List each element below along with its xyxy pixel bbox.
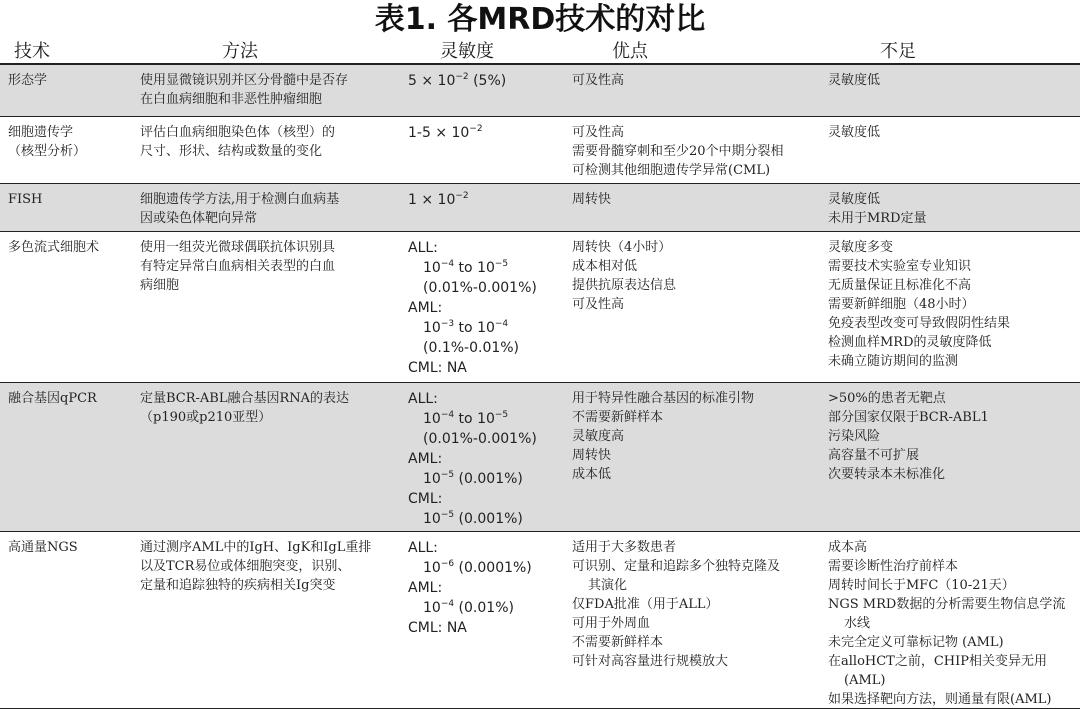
limitations-cell-line: 需要新鲜细胞（48小时） [828, 297, 975, 312]
limitations-cell [828, 123, 880, 142]
sensitivity-value: AML: [408, 580, 443, 596]
table-row [0, 232, 1080, 383]
sensitivity-value: (0.01%-0.001%) [423, 280, 537, 296]
advantages-cell-line: 仅FDA批准（用于ALL） [572, 597, 719, 612]
technique-cell-line: 融合基因qPCR [8, 391, 97, 406]
advantages-cell-line: 提供抗原表达信息 [572, 278, 677, 293]
table-row [0, 532, 1080, 709]
sensitivity-value: 10 [423, 320, 441, 336]
table-header [0, 40, 1080, 64]
method-cell [140, 71, 348, 109]
exponent: −4 [440, 599, 455, 609]
sensitivity-value: 10 [423, 411, 441, 427]
sensitivity-value: 10 [423, 600, 441, 616]
limitations-cell-line: 在alloHCT之前，CHIP相关变异无用 [828, 654, 1048, 669]
header-technique: 技术 [14, 41, 50, 62]
sensitivity-value: CML: NA [408, 360, 467, 376]
limitations-cell-line: NGS MRD数据的分析需要生物信息学流 [828, 597, 1066, 612]
exponent: −4 [440, 410, 455, 420]
advantages-cell-line: 成本相对低 [572, 259, 638, 274]
sensitivity-cell [408, 389, 537, 529]
limitations-cell-line: 周转时间长于MFC（10-21天） [828, 578, 1015, 593]
exponent: −6 [440, 559, 455, 569]
advantages-cell-line: 不需要新鲜样本 [572, 635, 664, 650]
table-row [0, 184, 1080, 232]
sensitivity-value: 10 [423, 471, 441, 487]
method-cell-line: 病细胞 [140, 278, 180, 293]
sensitivity-line [408, 618, 532, 638]
method-cell-line: 定量和追踪独特的疾病相关Ig突变 [140, 578, 336, 593]
limitations-cell-line: (AML) [844, 673, 886, 688]
advantages-cell-line: 灵敏度高 [572, 429, 625, 444]
limitations-cell-line: 灵敏度多变 [828, 240, 894, 255]
limitations-cell-line: 如果选择靶向方法，则通量有限(AML) [828, 692, 1052, 707]
limitations-cell-line: 高容量不可扩展 [828, 448, 920, 463]
sensitivity-line [408, 123, 483, 143]
sensitivity-cell [408, 71, 506, 91]
exponent: −5 [440, 470, 455, 480]
table-row [0, 65, 1080, 117]
table-title: 表1. 各MRD技术的对比 [374, 2, 706, 37]
sensitivity-value: CML: NA [408, 620, 467, 636]
advantages-cell [572, 123, 784, 180]
table-row [0, 117, 1080, 184]
sensitivity-value: (0.01%-0.001%) [423, 431, 537, 447]
limitations-cell-line: >50%的患者无靶点 [828, 391, 946, 406]
table-rule [0, 116, 1080, 117]
method-cell [140, 123, 335, 161]
exponent: −2 [469, 124, 483, 134]
sensitivity-suffix: to 10 [454, 260, 495, 276]
sensitivity-line [408, 338, 537, 358]
sensitivity-cell [408, 123, 483, 143]
technique-cell [8, 238, 99, 257]
limitations-cell-line: 未完全定义可靠标记物 (AML) [828, 635, 1004, 650]
advantages-cell-line: 周转快 [572, 192, 612, 207]
exponent: −5 [440, 510, 455, 520]
limitations-cell-line: 未用于MRD定量 [828, 211, 927, 226]
sensitivity-line [408, 258, 537, 278]
header-sensitivity: 灵敏度 [440, 41, 494, 62]
sensitivity-line [408, 358, 537, 378]
limitations-cell-line: 次要转录本未标准化 [828, 467, 946, 482]
technique-cell [8, 389, 97, 408]
sensitivity-value: ALL: [408, 240, 438, 256]
method-cell-line: 通过测序AML中的IgH、IgK和IgL重排 [140, 540, 372, 555]
table-row [0, 383, 1080, 532]
advantages-cell-line: 可及性高 [572, 125, 625, 140]
limitations-cell [828, 389, 989, 484]
method-cell-line: （p190或p210亚型） [140, 410, 272, 425]
method-cell-line: 细胞遗传学方法,用于检测白血病基 [140, 192, 340, 207]
advantages-cell-line: 不需要新鲜样本 [572, 410, 664, 425]
sensitivity-line [408, 389, 537, 409]
technique-cell [8, 123, 86, 161]
advantages-cell-line: 周转快（4小时） [572, 240, 672, 255]
exponent: −3 [440, 319, 455, 329]
sensitivity-line [408, 278, 537, 298]
limitations-cell-line: 灵敏度低 [828, 192, 881, 207]
sensitivity-value: 10 [423, 560, 441, 576]
sensitivity-value: ALL: [408, 391, 438, 407]
header-advantages: 优点 [612, 41, 648, 62]
table-rule [0, 63, 1080, 65]
advantages-cell-line: 周转快 [572, 448, 612, 463]
technique-cell-line: 细胞遗传学 [8, 125, 74, 140]
limitations-cell-line: 免疫表型改变可导致假阴性结果 [828, 316, 1011, 331]
sensitivity-suffix: to 10 [454, 411, 495, 427]
method-cell [140, 389, 349, 427]
exponent: −4 [440, 259, 455, 269]
sensitivity-line [408, 238, 537, 258]
sensitivity-suffix: (5%) [468, 73, 507, 89]
sensitivity-suffix: (0.0001%) [454, 560, 532, 576]
method-cell-line: 定量BCR-ABL融合基因RNA的表达 [140, 391, 350, 406]
technique-cell [8, 71, 47, 90]
sensitivity-cell [408, 238, 537, 378]
technique-cell-line: FISH [8, 192, 43, 207]
advantages-cell-line: 其演化 [588, 578, 628, 593]
table-rule [0, 231, 1080, 232]
sensitivity-line [408, 298, 537, 318]
sensitivity-value: 10 [423, 260, 441, 276]
advantages-cell-line: 适用于大多数患者 [572, 540, 677, 555]
exponent: −5 [494, 410, 509, 420]
sensitivity-line [408, 538, 532, 558]
sensitivity-line [408, 578, 532, 598]
sensitivity-line [408, 409, 537, 429]
technique-cell-line: 高通量NGS [8, 540, 78, 555]
sensitivity-value: AML: [408, 451, 443, 467]
limitations-cell-line: 部分国家仅限于BCR-ABL1 [828, 410, 989, 425]
advantages-cell-line: 可针对高容量进行规模放大 [572, 654, 729, 669]
advantages-cell-line: 可检测其他细胞遗传学异常(CML) [572, 163, 771, 178]
method-cell-line: 以及TCR易位或体细胞突变，识别、 [140, 559, 351, 574]
limitations-cell [828, 238, 1010, 371]
sensitivity-value: ALL: [408, 540, 438, 556]
sensitivity-line [408, 71, 506, 91]
method-cell-line: 尺寸、形状、结构或数量的变化 [140, 144, 323, 159]
limitations-cell-line: 需要诊断性治疗前样本 [828, 559, 959, 574]
sensitivity-cell [408, 190, 469, 210]
table-rule [0, 382, 1080, 383]
method-cell [140, 538, 371, 595]
exponent: −2 [455, 191, 469, 201]
advantages-cell-line: 可及性高 [572, 73, 625, 88]
method-cell [140, 238, 335, 295]
sensitivity-suffix: (0.01%) [454, 600, 514, 616]
advantages-cell-line: 成本低 [572, 467, 612, 482]
sensitivity-line [408, 509, 537, 529]
method-cell-line: 评估白血病细胞染色体（核型）的 [140, 125, 336, 140]
limitations-cell-line: 需要技术实验室专业知识 [828, 259, 972, 274]
sensitivity-line [408, 190, 469, 210]
limitations-cell [828, 71, 880, 90]
sensitivity-line [408, 489, 537, 509]
advantages-cell [572, 238, 676, 314]
advantages-cell [572, 538, 780, 671]
sensitivity-line [408, 558, 532, 578]
advantages-cell-line: 用于特异性融合基因的标准引物 [572, 391, 755, 406]
exponent: −5 [494, 259, 509, 269]
limitations-cell-line: 水线 [844, 616, 871, 631]
limitations-cell [828, 190, 927, 228]
technique-cell-line: 多色流式细胞术 [8, 240, 100, 255]
technique-cell-line: （核型分析） [8, 144, 87, 159]
limitations-cell-line: 污染风险 [828, 429, 881, 444]
table-rule [0, 183, 1080, 184]
method-cell-line: 使用一组荧光微球偶联抗体识别具 [140, 240, 336, 255]
limitations-cell-line: 未确立随访期间的监测 [828, 354, 959, 369]
limitations-cell [828, 538, 1065, 709]
sensitivity-value: 10 [423, 511, 441, 527]
advantages-cell-line: 可识别、定量和追踪多个独特克隆及 [572, 559, 781, 574]
sensitivity-value: (0.1%-0.01%) [423, 340, 520, 356]
limitations-cell-line: 灵敏度低 [828, 125, 881, 140]
limitations-cell-line: 无质量保证且标准化不高 [828, 278, 972, 293]
table-rule [0, 531, 1080, 532]
technique-cell-line: 形态学 [8, 73, 48, 88]
sensitivity-suffix: to 10 [454, 320, 495, 336]
header-limitations: 不足 [880, 41, 916, 62]
limitations-cell-line: 灵敏度低 [828, 73, 881, 88]
method-cell-line: 使用显微镜识别并区分骨髓中是否存 [140, 73, 349, 88]
sensitivity-line [408, 449, 537, 469]
advantages-cell [572, 71, 624, 90]
sensitivity-value: 1 × 10 [408, 192, 456, 208]
advantages-cell-line: 可及性高 [572, 297, 625, 312]
method-cell-line: 因或染色体靶向异常 [140, 211, 258, 226]
technique-cell [8, 538, 78, 557]
sensitivity-value: AML: [408, 300, 443, 316]
exponent: −4 [494, 319, 509, 329]
method-cell-line: 有特定异常白血病相关表型的白血 [140, 259, 336, 274]
technique-cell [8, 190, 42, 209]
advantages-cell [572, 389, 754, 484]
sensitivity-line [408, 598, 532, 618]
sensitivity-line [408, 318, 537, 338]
advantages-cell-line: 需要骨髓穿刺和至少20个中期分裂相 [572, 144, 784, 159]
method-cell-line: 在白血病细胞和非恶性肿瘤细胞 [140, 92, 323, 107]
limitations-cell-line: 成本高 [828, 540, 868, 555]
header-method: 方法 [222, 41, 258, 62]
sensitivity-suffix: (0.001%) [454, 511, 523, 527]
sensitivity-line [408, 429, 537, 449]
exponent: −2 [455, 72, 469, 82]
advantages-cell-line: 可用于外周血 [572, 616, 651, 631]
sensitivity-suffix: (0.001%) [454, 471, 523, 487]
sensitivity-cell [408, 538, 532, 638]
limitations-cell-line: 检测血样MRD的灵敏度降低 [828, 335, 992, 350]
advantages-cell [572, 190, 611, 209]
sensitivity-value: CML: [408, 491, 443, 507]
method-cell [140, 190, 339, 228]
sensitivity-value: 1-5 × 10 [408, 125, 470, 141]
sensitivity-line [408, 469, 537, 489]
sensitivity-value: 5 × 10 [408, 73, 456, 89]
